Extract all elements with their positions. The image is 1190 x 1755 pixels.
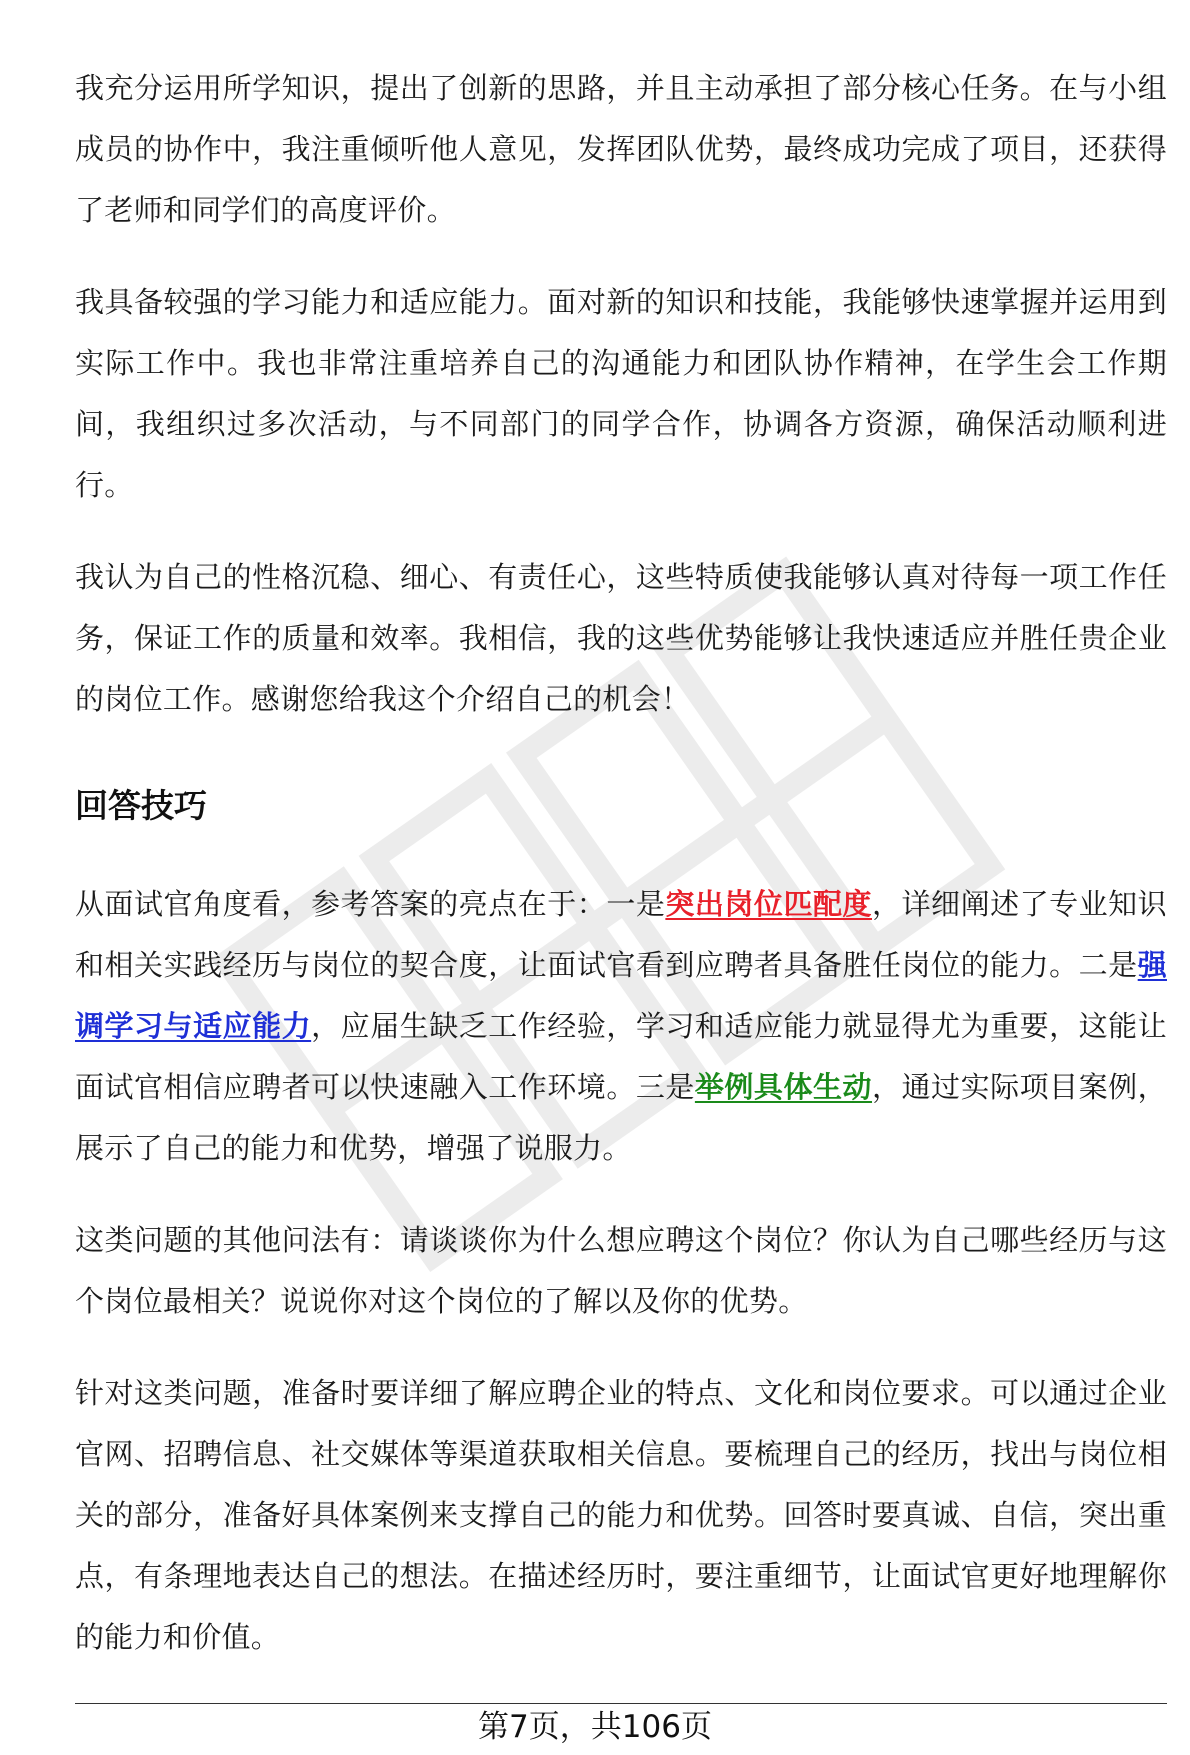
paragraph-preparation-advice: 针对这类问题，准备时要详细了解应聘企业的特点、文化和岗位要求。可以通过企业官网、招聘信息、社交媒体等渠道获取相关信息。要梳理自己的经历，找出与岗位相关的部分，准备好具体案例来支撑自己的能力和优势。回答时要真诚、自信，突出重点，有条理地表达自己的想法。在描述经历时，要注重细节，让面试官更好地理解你的能力和价值。 bbox=[75, 1376, 1167, 1654]
paragraph-personality: 我认为自己的性格沉稳、细心、有责任心，这些特质使我能够认真对待每一项工作任务，保证工作的质量和效率。我相信，我的这些优势能够让我快速适应并胜任贵企业的岗位工作。感谢您给我这个介绍自己的机会！ bbox=[75, 560, 1167, 716]
footer-divider bbox=[75, 1703, 1167, 1704]
tips-text-part3: ，应届生缺乏工作经验，学习和适应能力就显得尤为重要，这能让面试官相信应聘者可以快速融入工作环境。三是 bbox=[75, 1009, 1167, 1104]
highlight-concrete-examples: 举例具体生动 bbox=[694, 1070, 873, 1104]
highlight-job-fit: 突出岗位匹配度 bbox=[665, 887, 873, 921]
paragraph-learning-ability: 我具备较强的学习能力和适应能力。面对新的知识和技能，我能够快速掌握并运用到实际工作中。我也非常注重培养自己的沟通能力和团队协作精神，在学生会工作期间，我组织过多次活动，与不同部门的同学合作，协调各方资源，确保活动顺利进行。 bbox=[75, 285, 1167, 502]
page-number: 第7页，共106页 bbox=[478, 1709, 712, 1745]
paragraph-other-questions: 这类问题的其他问法有：请谈谈你为什么想应聘这个岗位？你认为自己哪些经历与这个岗位最相关？说说你对这个岗位的了解以及你的优势。 bbox=[75, 1223, 1167, 1318]
paragraph-tips-analysis bbox=[75, 874, 1167, 1179]
tips-text-part2: ，详细阐述了专业知识和相关实践经历与岗位的契合度，让面试官看到应聘者具备胜任岗位的能力。二是 bbox=[75, 887, 1167, 982]
tips-text-part1: 从面试官角度看，参考答案的亮点在于：一是 bbox=[75, 887, 666, 921]
document-body bbox=[75, 58, 1167, 1668]
section-heading-answer-tips: 回答技巧 bbox=[75, 786, 207, 825]
tips-text-part4: ，通过实际项目案例，展示了自己的能力和优势，增强了说服力。 bbox=[75, 1070, 1167, 1165]
paragraph-project-experience: 我充分运用所学知识，提出了创新的思路，并且主动承担了部分核心任务。在与小组成员的协作中，我注重倾听他人意见，发挥团队优势，最终成功完成了项目，还获得了老师和同学们的高度评价。 bbox=[75, 71, 1167, 227]
highlight-learning-adaptability: 强调学习与适应能力 bbox=[75, 948, 1167, 1043]
